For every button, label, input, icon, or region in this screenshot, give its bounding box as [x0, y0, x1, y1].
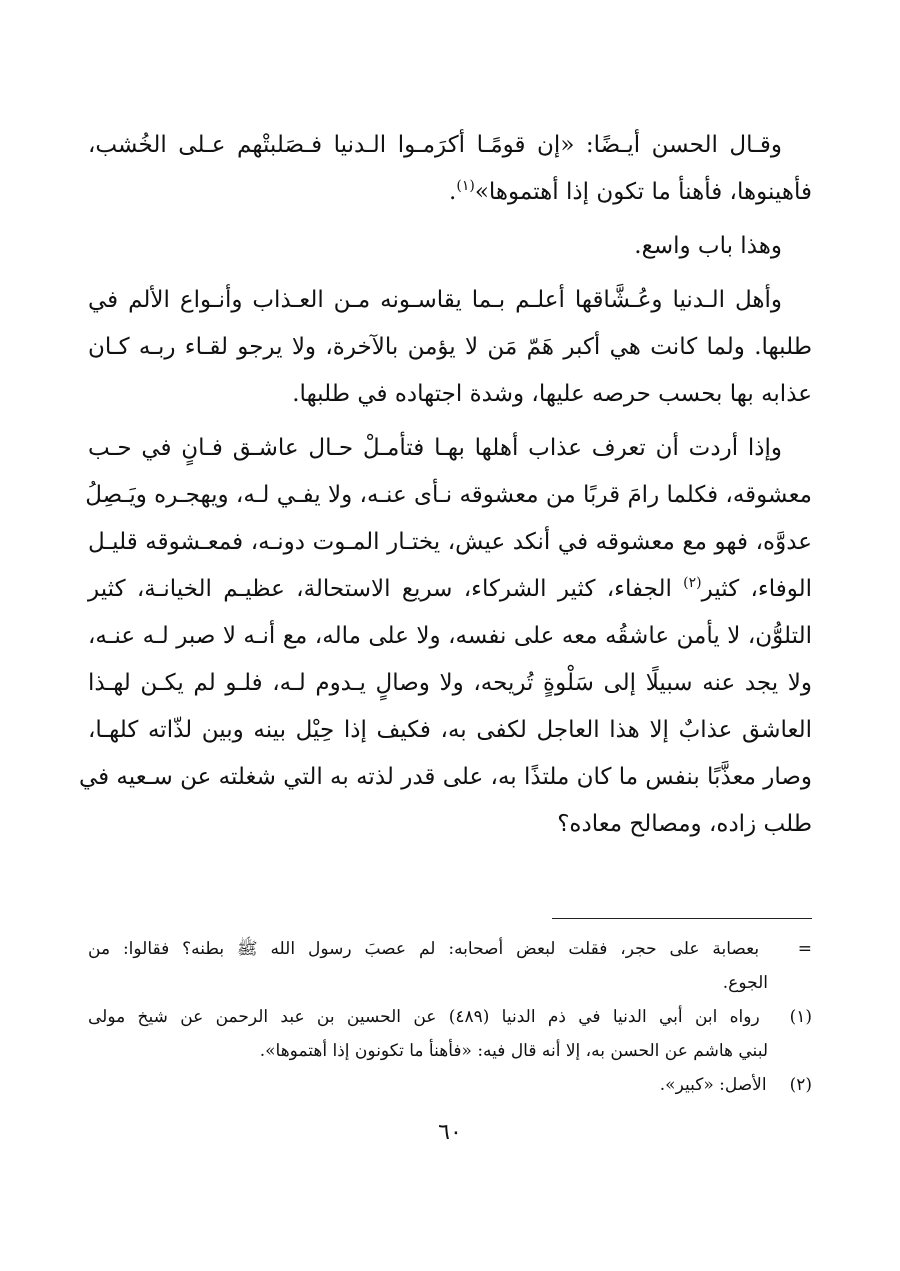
- text-line: وقـال الحسن أيـضًا: «إن قومًـا أكرَمـوا الـدنيا فـصَلبتْهم عـلى الخُشب،: [88, 132, 782, 158]
- text-line: وصار معذَّبًا بنفس ما كان ملتذًا به، على قدر لذته به التي شغلته عن سـعيه في: [78, 764, 812, 790]
- text-line: [88, 169, 812, 216]
- footnote-continuation: [88, 932, 812, 1000]
- footnote-ref-2[interactable]: (٢): [683, 575, 702, 591]
- text-line: وأهل الـدنيا وعُـشَّاقها أعلـم بـما يقاسـونه مـن العـذاب وأنـواع الألم في: [88, 287, 782, 313]
- footnote-line: الجوع.: [722, 973, 768, 993]
- paragraph-2: [88, 223, 812, 270]
- text-line: عدوَّه، فهو مع معشوقه في أنكد عيش، يختـار المـوت دونـه، فمعـشوقه قليـل: [88, 529, 812, 555]
- text-line: طلب زاده، ومصالح معاده؟: [557, 811, 812, 837]
- footnote-line: [88, 932, 812, 966]
- text-line: [88, 566, 812, 613]
- paragraph-4: [78, 425, 813, 848]
- paragraph-1: [88, 122, 812, 216]
- text-line: معشوقه، فكلما رامَ قربًا من معشوقه نـأى عنـه، ولا يفـي لـه، ويهجـره ويَـصِلُ: [85, 482, 812, 508]
- page-number: ٦٠: [438, 1120, 462, 1145]
- footnote-line: [88, 1068, 812, 1102]
- footnotes: [88, 932, 812, 1102]
- footnote-separator: [552, 918, 812, 919]
- text-line: وإذا أردت أن تعرف عذاب أهلها بهـا فتأمـلْ حـال عاشـق فـانٍ في حـب: [88, 435, 782, 461]
- footnote-marker: (٢): [789, 1075, 812, 1095]
- text-line: ولا يجد عنه سبيلًا إلى سَلْوةٍ تُريحه، ولا وصالٍ يـدوم لـه، فلـو لم يكـن لهـذا: [88, 670, 812, 696]
- text-span: .: [449, 179, 457, 205]
- text-line: العاشق عذابٌ إلا هذا العاجل لكفى به، فكيف إذا حِيْل بينه وبين لذّاته كلهـا،: [88, 717, 812, 743]
- footnote-text: بعصابة على حجر، فقلت لبعض أصحابه: لم عصبَ رسول الله ﷺ بطنه؟ فقالوا: من: [88, 939, 760, 959]
- text-span: الوفاء، كثير: [701, 576, 813, 602]
- text-span: الجفاء، كثير الشركاء، سريع الاستحالة، عظيـم الخيانـة، كثير: [88, 576, 684, 602]
- footnote-text: الأصل: «كبير».: [659, 1075, 767, 1095]
- paragraph-3: [88, 277, 812, 418]
- footnote-line: [88, 1000, 812, 1034]
- footnote-line: لبني هاشم عن الحسن به، إلا أنه قال فيه: «فأهنأ ما تكونون إذا أهتموها».: [259, 1041, 768, 1061]
- footnote-marker: (١): [789, 1007, 812, 1027]
- footnote-ref-1[interactable]: (١): [456, 178, 475, 194]
- main-text: [78, 122, 813, 848]
- text-span: فأهينوها، فأهنأ ما تكون إذا أهتموها»: [474, 179, 812, 205]
- text-line: طلبها. ولما كانت هي أكبر هَمّ مَن لا يؤمن بالآخرة، ولا يرجو لقـاء ربـه كـان: [88, 334, 812, 360]
- footnote-1: [88, 1000, 812, 1068]
- footnote-2: [88, 1068, 812, 1102]
- text-line: وهذا باب واسع.: [634, 233, 782, 259]
- text-line: التلوُّن، لا يأمن عاشقُه معه على نفسه، ولا على ماله، مع أنـه لا صبر لـه عنـه،: [88, 623, 812, 649]
- footnote-text: رواه ابن أبي الدنيا في ذم الدنيا (٤٨٩) عن الحسين بن عبد الرحمن عن شيخ مولى: [88, 1007, 760, 1027]
- text-line: عذابه بها بحسب حرصه عليها، وشدة اجتهاده في طلبها.: [292, 381, 812, 407]
- footnote-marker: =: [797, 939, 812, 959]
